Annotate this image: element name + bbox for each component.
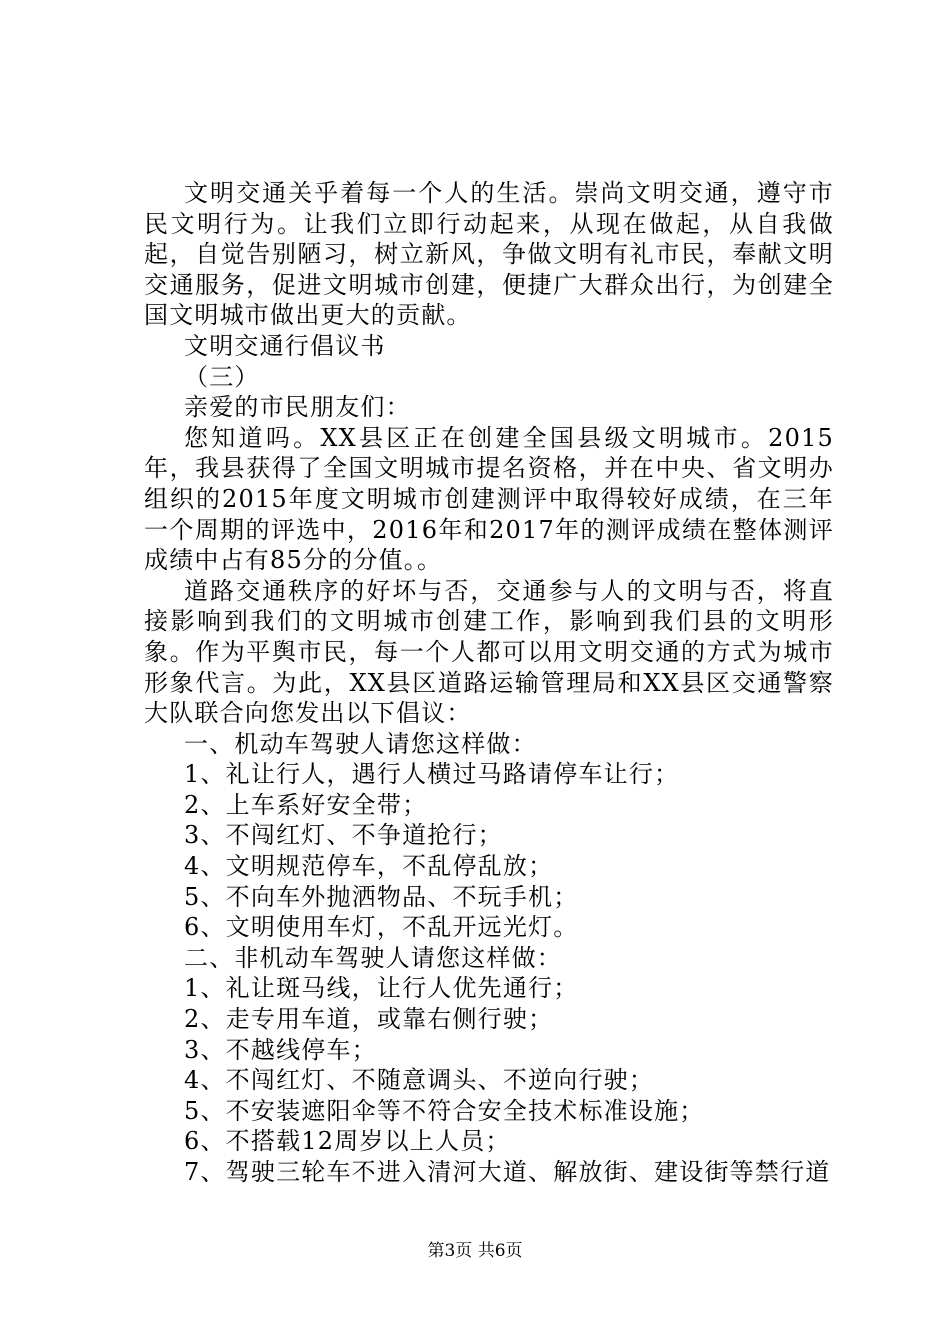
list-item: 6、不搭载12周岁以上人员； [184,1127,511,1156]
list-item: 4、文明规范停车，不乱停乱放； [184,852,554,881]
list-item: 6、文明使用车灯，不乱开远光灯。 [184,913,579,942]
list-item: 1、礼让行人，遇行人横过马路请停车让行； [184,760,680,789]
paragraph-traffic-order: 道路交通秩序的好坏与否，交通参与人的文明与否，将直接影响到我们的文明城市创建工作，影响到我们县的文明形象。作为平舆市民，每一个人都可以用文明交通的方式为城市形象代言。为此，XX县区道路运输管理局和XX县区交通警察大队联合向您发出以下倡议： [144,576,834,728]
paragraph-closing-appeal: 文明交通关乎着每一个人的生活。崇尚文明交通，遵守市民文明行为。让我们立即行动起来，从现在做起，从自我做起，自觉告别陋习，树立新风，争做文明有礼市民，奉献文明交通服务，促进文明城市创建，便捷广大群众出行，为创建全国文明城市做出更大的贡献。 [144,179,834,330]
document-body [144,178,834,1188]
paragraph-proposal-title: 文明交通行倡议书 [184,331,386,360]
heading-motor-vehicle-drivers: 一、机动车驾驶人请您这样做： [184,729,537,758]
list-item: 2、走专用车道，或靠右侧行驶； [184,1005,554,1034]
list-item: 5、不向车外抛洒物品、不玩手机； [184,882,579,911]
list-item: 2、上车系好安全带； [184,790,428,819]
list-item: 3、不闯红灯、不争道抢行； [184,821,503,850]
list-item: 7、驾驶三轮车不进入清河大道、解放街、建设街等禁行道 [184,1158,831,1186]
paragraph-salutation: 亲爱的市民朋友们： [184,393,411,422]
list-item: 5、不安装遮阳伞等不符合安全技术标准设施； [184,1096,705,1125]
page-footer [0,1241,950,1261]
paragraph-section-number: （三） [184,362,260,391]
heading-non-motor-vehicle-drivers: 二、非机动车驾驶人请您这样做： [184,943,562,972]
list-item: 1、礼让斑马线，让行人优先通行； [184,974,579,1003]
list-item: 3、不越线停车； [184,1035,377,1064]
list-item: 4、不闯红灯、不随意调头、不逆向行驶； [184,1066,655,1095]
paragraph-city-creation-intro: 您知道吗。XX县区正在创建全国县级文明城市。2015年，我县获得了全国文明城市提名资格，并在中央、省文明办组织的2015年度文明城市创建测评中取得较好成绩，在三年一个周期的评选中，2016年和2017年的测评成绩在整体测评成绩中占有85分的分值。。 [144,423,834,575]
page-number-label: 第3页 共6页 [427,1241,523,1261]
